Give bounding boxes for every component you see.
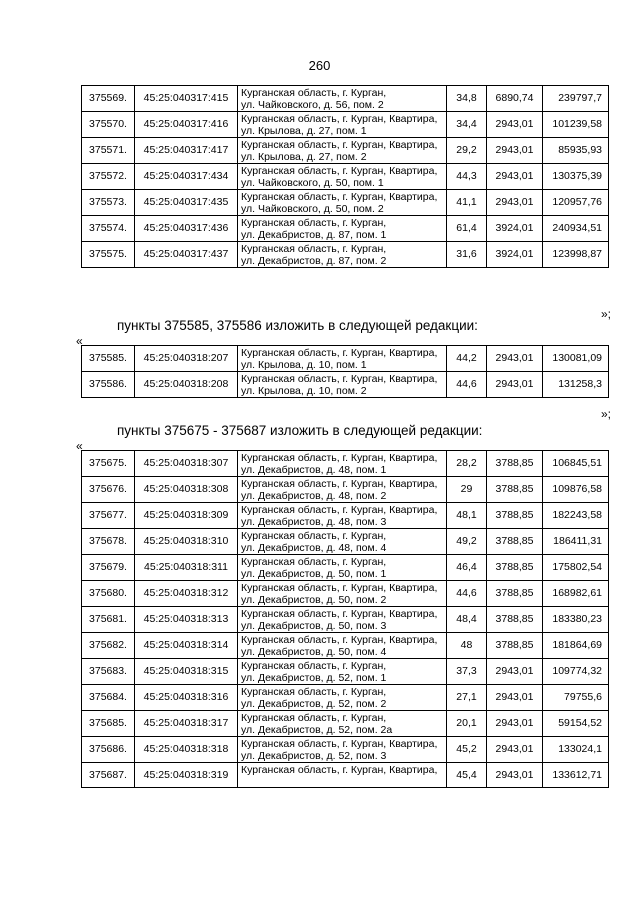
address-cell [238,451,447,477]
address-line-2: ул. Декабристов, д. 50, пом. 2 [241,594,387,606]
area-cell: 44,2 [447,346,487,372]
rate-cell: 2943,01 [487,763,543,788]
address-line-2: ул. Крылова, д. 27, пом. 1 [241,125,367,137]
table-row [82,659,609,685]
area-cell: 45,4 [447,763,487,788]
row-number-cell: 375572. [82,164,135,190]
total-value-cell: 181864,69 [543,633,609,659]
total-value-cell: 239797,7 [543,86,609,112]
address-line-2: ул. Декабристов, д. 48, пом. 3 [241,516,387,528]
cadastral-number-cell: 45:25:040318:315 [135,659,238,685]
address-line-2: ул. Крылова, д. 10, пом. 1 [241,359,367,371]
address-cell [238,216,447,242]
row-number-cell: 375571. [82,138,135,164]
rate-cell: 3788,85 [487,581,543,607]
address-line-2: ул. Чайковского, д. 56, пом. 2 [241,99,384,111]
table-row [82,763,609,788]
cadastral-number-cell: 45:25:040318:310 [135,529,238,555]
table-row [82,242,609,268]
row-number-cell: 375569. [82,86,135,112]
cadastral-number-cell: 45:25:040318:307 [135,451,238,477]
table-row [82,86,609,112]
rate-cell: 2943,01 [487,190,543,216]
address-line-1: Курганская область, г. Курган, Квартира, [241,738,438,750]
total-value-cell: 183380,23 [543,607,609,633]
row-number-cell: 375574. [82,216,135,242]
row-number-cell: 375682. [82,633,135,659]
row-number-cell: 375686. [82,737,135,763]
address-line-2: ул. Декабристов, д. 87, пом. 2 [241,255,387,267]
area-cell: 29,2 [447,138,487,164]
area-cell: 48,4 [447,607,487,633]
address-line-1: Курганская область, г. Курган, Квартира, [241,634,438,646]
row-number-cell: 375683. [82,659,135,685]
area-cell: 34,4 [447,112,487,138]
rate-cell: 2943,01 [487,346,543,372]
rate-cell: 3788,85 [487,477,543,503]
address-cell [238,581,447,607]
address-line-1: Курганская область, г. Курган, [241,87,387,99]
cadastral-number-cell: 45:25:040318:311 [135,555,238,581]
total-value-cell: 240934,51 [543,216,609,242]
registry-table-3 [81,450,609,788]
address-line-1: Курганская область, г. Курган, Квартира, [241,582,438,594]
rate-cell: 3788,85 [487,529,543,555]
address-line-1: Курганская область, г. Курган, Квартира, [241,113,438,125]
address-line-1: Курганская область, г. Курган, Квартира, [241,165,438,177]
cadastral-number-cell: 45:25:040318:208 [135,372,238,398]
address-line-2: ул. Крылова, д. 10, пом. 2 [241,385,367,397]
cadastral-number-cell: 45:25:040318:316 [135,685,238,711]
table-row [82,607,609,633]
address-cell [238,346,447,372]
rate-cell: 3924,01 [487,216,543,242]
area-cell: 44,6 [447,372,487,398]
rate-cell: 3788,85 [487,633,543,659]
table-row [82,477,609,503]
rate-cell: 3788,85 [487,451,543,477]
cadastral-number-cell: 45:25:040317:415 [135,86,238,112]
address-line-1: Курганская область, г. Курган, [241,712,387,724]
area-cell: 41,1 [447,190,487,216]
rate-cell: 2943,01 [487,711,543,737]
total-value-cell: 79755,6 [543,685,609,711]
address-line-1: Курганская область, г. Курган, [241,556,387,568]
row-number-cell: 375585. [82,346,135,372]
area-cell: 45,2 [447,737,487,763]
address-line-1: Курганская область, г. Курган, Квартира, [241,191,438,203]
cadastral-number-cell: 45:25:040317:436 [135,216,238,242]
address-cell [238,503,447,529]
total-value-cell: 109774,32 [543,659,609,685]
table-row [82,555,609,581]
total-value-cell: 130375,39 [543,164,609,190]
instruction-text: пункты 375585, 375586 изложить в следующей редакции: [117,318,478,333]
address-line-1: Курганская область, г. Курган, Квартира, [241,764,438,776]
address-cell [238,685,447,711]
address-line-2: ул. Декабристов, д. 50, пом. 1 [241,568,387,580]
address-line-2: ул. Декабристов, д. 48, пом. 1 [241,464,387,476]
address-cell [238,138,447,164]
area-cell: 49,2 [447,529,487,555]
table-row [82,346,609,372]
table-row [82,581,609,607]
rate-cell: 2943,01 [487,659,543,685]
cadastral-number-cell: 45:25:040317:416 [135,112,238,138]
address-line-2: ул. Декабристов, д. 48, пом. 4 [241,542,387,554]
address-line-2: ул. Крылова, д. 27, пом. 2 [241,151,367,163]
rate-cell: 2943,01 [487,164,543,190]
total-value-cell: 59154,52 [543,711,609,737]
row-number-cell: 375687. [82,763,135,788]
instruction-text: пункты 375675 - 375687 изложить в следующей редакции: [117,423,483,438]
cadastral-number-cell: 45:25:040318:318 [135,737,238,763]
address-cell [238,607,447,633]
cadastral-number-cell: 45:25:040317:434 [135,164,238,190]
total-value-cell: 85935,93 [543,138,609,164]
area-cell: 48,1 [447,503,487,529]
address-cell [238,763,447,788]
table-row [82,138,609,164]
address-line-1: Курганская область, г. Курган, Квартира, [241,478,438,490]
row-number-cell: 375586. [82,372,135,398]
address-line-1: Курганская область, г. Курган, Квартира, [241,452,438,464]
rate-cell: 2943,01 [487,685,543,711]
total-value-cell: 133024,1 [543,737,609,763]
row-number-cell: 375678. [82,529,135,555]
row-number-cell: 375676. [82,477,135,503]
address-line-1: Курганская область, г. Курган, Квартира, [241,139,438,151]
row-number-cell: 375573. [82,190,135,216]
address-line-2: ул. Декабристов, д. 87, пом. 1 [241,229,387,241]
total-value-cell: 186411,31 [543,529,609,555]
area-cell: 31,6 [447,242,487,268]
address-line-2: ул. Декабристов, д. 52, пом. 1 [241,672,387,684]
address-line-1: Курганская область, г. Курган, Квартира, [241,373,438,385]
address-cell [238,555,447,581]
address-cell [238,737,447,763]
address-cell [238,242,447,268]
address-line-1: Курганская область, г. Курган, Квартира, [241,504,438,516]
row-number-cell: 375681. [82,607,135,633]
address-cell [238,86,447,112]
address-line-2: ул. Декабристов, д. 52, пом. 2 [241,698,387,710]
closing-quote-mark: »; [600,407,611,421]
row-number-cell: 375684. [82,685,135,711]
address-line-2: ул. Чайковского, д. 50, пом. 1 [241,177,384,189]
address-line-2: ул. Декабристов, д. 50, пом. 3 [241,620,387,632]
rate-cell: 2943,01 [487,112,543,138]
rate-cell: 2943,01 [487,138,543,164]
address-line-1: Курганская область, г. Курган, Квартира, [241,608,438,620]
address-line-2: ул. Декабристов, д. 52, пом. 3 [241,750,387,762]
total-value-cell: 182243,58 [543,503,609,529]
table-row [82,711,609,737]
area-cell: 46,4 [447,555,487,581]
cadastral-number-cell: 45:25:040318:313 [135,607,238,633]
area-cell: 29 [447,477,487,503]
row-number-cell: 375677. [82,503,135,529]
table-row [82,216,609,242]
closing-quote-mark: »; [600,307,611,321]
rate-cell: 2943,01 [487,372,543,398]
address-cell [238,711,447,737]
table-row [82,112,609,138]
cadastral-number-cell: 45:25:040318:319 [135,763,238,788]
total-value-cell: 131258,3 [543,372,609,398]
address-cell [238,659,447,685]
address-cell [238,190,447,216]
total-value-cell: 123998,87 [543,242,609,268]
address-line-2: ул. Декабристов, д. 52, пом. 2а [241,724,393,736]
area-cell: 61,4 [447,216,487,242]
total-value-cell: 168982,61 [543,581,609,607]
row-number-cell: 375575. [82,242,135,268]
address-line-1: Курганская область, г. Курган, [241,243,387,255]
table-row [82,737,609,763]
address-cell [238,477,447,503]
rate-cell: 3788,85 [487,503,543,529]
address-line-2: ул. Чайковского, д. 50, пом. 2 [241,203,384,215]
address-cell [238,372,447,398]
rate-cell: 2943,01 [487,737,543,763]
cadastral-number-cell: 45:25:040318:312 [135,581,238,607]
area-cell: 44,6 [447,581,487,607]
cadastral-number-cell: 45:25:040317:417 [135,138,238,164]
total-value-cell: 130081,09 [543,346,609,372]
row-number-cell: 375680. [82,581,135,607]
area-cell: 48 [447,633,487,659]
address-line-2: ул. Декабристов, д. 48, пом. 2 [241,490,387,502]
rate-cell: 3788,85 [487,607,543,633]
address-cell [238,633,447,659]
row-number-cell: 375679. [82,555,135,581]
address-line-1: Курганская область, г. Курган, [241,217,387,229]
area-cell: 34,8 [447,86,487,112]
rate-cell: 3788,85 [487,555,543,581]
total-value-cell: 109876,58 [543,477,609,503]
total-value-cell: 101239,58 [543,112,609,138]
address-line-1: Курганская область, г. Курган, Квартира, [241,347,438,359]
total-value-cell: 175802,54 [543,555,609,581]
cadastral-number-cell: 45:25:040318:207 [135,346,238,372]
opening-quote-mark: « [76,439,83,453]
table-row [82,633,609,659]
rate-cell: 3924,01 [487,242,543,268]
address-line-1: Курганская область, г. Курган, [241,660,387,672]
table-row [82,529,609,555]
cadastral-number-cell: 45:25:040317:437 [135,242,238,268]
total-value-cell: 106845,51 [543,451,609,477]
area-cell: 44,3 [447,164,487,190]
row-number-cell: 375675. [82,451,135,477]
total-value-cell: 120957,76 [543,190,609,216]
row-number-cell: 375570. [82,112,135,138]
cadastral-number-cell: 45:25:040318:317 [135,711,238,737]
rate-cell: 6890,74 [487,86,543,112]
address-cell [238,529,447,555]
cadastral-number-cell: 45:25:040318:314 [135,633,238,659]
table-row [82,372,609,398]
address-cell [238,164,447,190]
cadastral-number-cell: 45:25:040318:308 [135,477,238,503]
address-line-1: Курганская область, г. Курган, [241,686,387,698]
opening-quote-mark: « [76,334,83,348]
area-cell: 28,2 [447,451,487,477]
area-cell: 27,1 [447,685,487,711]
registry-table-1 [81,85,609,268]
table-row [82,503,609,529]
table-row [82,685,609,711]
area-cell: 20,1 [447,711,487,737]
table-row [82,451,609,477]
table-row [82,164,609,190]
cadastral-number-cell: 45:25:040317:435 [135,190,238,216]
row-number-cell: 375685. [82,711,135,737]
page-number: 260 [308,58,331,73]
registry-table-2 [81,345,609,398]
address-cell [238,112,447,138]
table-row [82,190,609,216]
address-line-1: Курганская область, г. Курган, [241,530,387,542]
total-value-cell: 133612,71 [543,763,609,788]
cadastral-number-cell: 45:25:040318:309 [135,503,238,529]
area-cell: 37,3 [447,659,487,685]
address-line-2: ул. Декабристов, д. 50, пом. 4 [241,646,387,658]
